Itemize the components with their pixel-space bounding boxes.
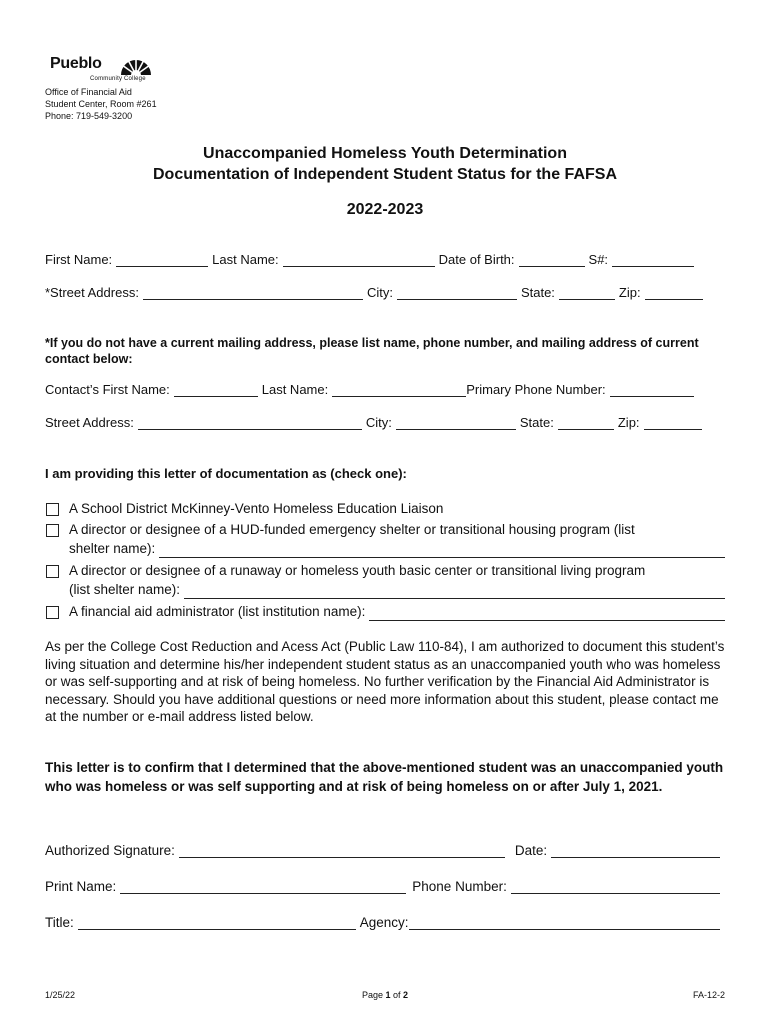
sun-icon [118,50,154,76]
contact-first-name-field[interactable] [174,382,258,397]
signature-label: Authorized Signature: [45,843,175,858]
financial-aid-admin-checkbox[interactable] [46,606,59,619]
s-number-field[interactable] [612,252,694,267]
option-liaison [45,499,725,518]
runaway-shelter-name-label: (list shelter name): [69,582,181,597]
option-financial-aid-admin [45,602,725,621]
revision-date: 1/25/22 [45,990,76,1000]
page-number [0,990,770,1000]
student-address-row [45,285,727,300]
first-name-label: First Name: [45,252,113,267]
contact-name-row [45,382,727,397]
office-phone: Phone: 719-549-3200 [45,111,133,121]
contact-city-label: City: [365,415,392,430]
date-field[interactable] [551,843,720,858]
title-field[interactable] [78,915,356,930]
state-label: State: [520,285,555,300]
s-number-label: S#: [588,252,609,267]
institution-name-field[interactable] [369,606,725,621]
contact-street-label: Street Address: [45,415,134,430]
hud-shelter-checkbox[interactable] [46,524,59,537]
logo-wordmark: Pueblo [50,55,102,72]
dob-label: Date of Birth: [438,252,515,267]
option-runaway-center [45,561,725,599]
hud-shelter-name-field[interactable] [159,543,725,558]
hud-shelter-label: A director or designee of a HUD-funded emergency shelter or transitional housing program (list [69,522,635,537]
contact-street-field[interactable] [138,415,362,430]
document-title: Unaccompanied Homeless Youth Determination [203,145,567,162]
last-name-label: Last Name: [212,252,279,267]
check-one-heading: I am providing this letter of documentation as (check one): [45,466,407,481]
contact-phone-label: Primary Phone Number: [466,382,606,397]
liaison-label: A School District McKinney-Vento Homeless Education Liaison [69,501,444,516]
hud-shelter-name-label: shelter name): [69,541,156,556]
contact-zip-field[interactable] [644,415,702,430]
contact-phone-field[interactable] [610,382,694,397]
form-id: FA-12-2 [692,990,725,1000]
street-field[interactable] [143,285,363,300]
agency-field[interactable] [409,915,720,930]
contact-city-field[interactable] [396,415,516,430]
zip-field[interactable] [645,285,703,300]
contact-state-field[interactable] [558,415,614,430]
logo-subtitle: Community College [90,76,146,82]
contact-last-name-field[interactable] [332,382,466,397]
office-name: Office of Financial Aid [45,87,132,97]
option-hud-shelter [45,520,725,558]
print-name-row [45,879,720,894]
phone-number-field[interactable] [511,879,720,894]
phone-number-label: Phone Number: [412,879,507,894]
print-name-field[interactable] [120,879,406,894]
contact-note: *If you do not have a current mailing address, please list name, phone number, and mailing address of current contact below: [45,336,699,366]
student-name-row [45,252,727,267]
state-field[interactable] [559,285,615,300]
financial-aid-admin-label: A financial aid administrator (list institution name): [69,604,366,619]
last-name-field[interactable] [283,252,435,267]
liaison-checkbox[interactable] [46,503,59,516]
title-label: Title: [45,915,74,930]
page-prefix: Page [361,990,383,1000]
first-name-field[interactable] [116,252,208,267]
city-field[interactable] [397,285,517,300]
signature-field[interactable] [179,843,505,858]
dob-field[interactable] [519,252,585,267]
runaway-center-checkbox[interactable] [46,565,59,578]
award-year: 2022-2023 [346,201,424,218]
contact-address-row [45,415,727,430]
confirmation-statement: This letter is to confirm that I determined that the above-mentioned student was an unaccompanied youth who was homeless or was self supporting and at risk of being homeless on or after July 1, 2021. [45,760,724,794]
date-label: Date: [514,843,548,858]
city-label: City: [366,285,393,300]
office-info [45,86,157,122]
authorization-paragraph: As per the College Cost Reduction and Acess Act (Public Law 110-84), I am authorized to document this student’s living situation and determine his/her independent student status as an unaccompanied youth who was homeless or was self-supporting and at risk of being homeless. No further verification by the Financial Aid Administrator is necessary. Should you have additional questions or need more information about this student, please contact me at the number or e-mail address listed below. [45,639,725,725]
page-current: 1 [385,990,391,1000]
contact-zip-label: Zip: [617,415,640,430]
contact-state-label: State: [519,415,554,430]
contact-first-name-label: Contact’s First Name: [45,382,170,397]
document-subtitle: Documentation of Independent Student Status for the FAFSA [153,166,617,183]
title-agency-row [45,915,720,930]
runaway-center-label: A director or designee of a runaway or homeless youth basic center or transitional living program [69,563,646,578]
agency-label: Agency: [359,915,409,930]
page-of: of [393,990,401,1000]
contact-last-name-label: Last Name: [261,382,329,397]
page-total: 2 [403,990,409,1000]
street-label: *Street Address: [45,285,139,300]
zip-label: Zip: [618,285,641,300]
college-logo [48,50,158,86]
signature-row [45,843,720,858]
office-room: Student Center, Room #261 [45,99,157,109]
runaway-shelter-name-field[interactable] [184,584,725,599]
print-name-label: Print Name: [45,879,117,894]
